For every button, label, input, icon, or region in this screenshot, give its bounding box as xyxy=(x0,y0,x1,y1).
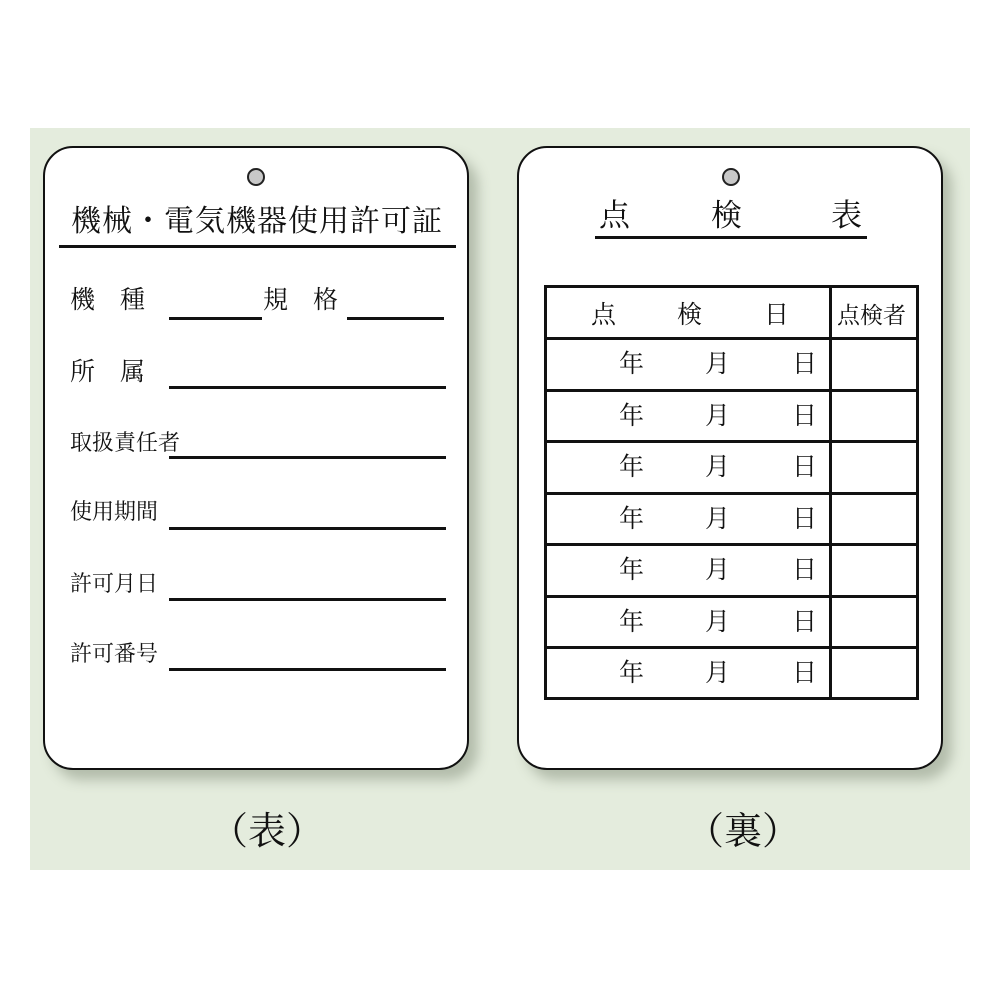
row-month-label: 月 xyxy=(705,658,731,687)
row-day-label: 日 xyxy=(792,658,818,687)
front-card xyxy=(43,146,469,770)
inspector-cell[interactable] xyxy=(832,649,916,698)
punch-hole-icon xyxy=(247,168,265,186)
inspector-cell[interactable] xyxy=(832,443,916,492)
permit-number-blank-line xyxy=(169,668,446,671)
manager-blank-line xyxy=(169,456,446,459)
affiliation-blank-line xyxy=(169,386,446,389)
permit-number-label: 許可番号 xyxy=(70,642,159,667)
back-card xyxy=(517,146,943,770)
permit-date-blank-line xyxy=(169,598,446,601)
row-month-label: 月 xyxy=(705,503,731,533)
permit-date-label: 許可月日 xyxy=(70,572,159,597)
row-month-label: 月 xyxy=(705,555,731,584)
row-month-label: 月 xyxy=(705,400,731,430)
row-year-label: 年 xyxy=(619,606,645,636)
row-month-label: 月 xyxy=(705,349,731,378)
period-label: 使用期間 xyxy=(70,500,159,525)
row-day-label: 日 xyxy=(792,400,818,430)
title-underline xyxy=(595,236,867,239)
back-title-char-1: 点 xyxy=(599,198,630,234)
row-year-label: 年 xyxy=(619,658,645,687)
affiliation-label: 所 属 xyxy=(70,357,146,386)
row-year-label: 年 xyxy=(619,503,645,533)
back-caption: （裏） xyxy=(686,809,801,853)
model-label: 機 種 xyxy=(70,285,146,314)
inspector-cell[interactable] xyxy=(832,598,916,647)
row-month-label: 月 xyxy=(705,606,731,636)
period-blank-line xyxy=(169,527,446,530)
inspector-cell[interactable] xyxy=(832,392,916,441)
title-underline xyxy=(59,245,456,248)
back-title-char-3: 表 xyxy=(831,198,862,234)
model-blank-line xyxy=(169,317,262,320)
inspector-cell[interactable] xyxy=(832,340,916,389)
spec-label: 規 格 xyxy=(263,285,339,314)
front-card-title: 機械・電気機器使用許可証 xyxy=(71,204,443,239)
header-date-char-2: 検 xyxy=(677,300,703,329)
inspector-cell[interactable] xyxy=(832,546,916,595)
row-day-label: 日 xyxy=(792,503,818,533)
back-title-char-2: 検 xyxy=(711,198,742,234)
row-year-label: 年 xyxy=(619,400,645,430)
row-year-label: 年 xyxy=(619,555,645,584)
row-day-label: 日 xyxy=(792,606,818,636)
inspector-cell[interactable] xyxy=(832,495,916,544)
header-inspector: 点検者 xyxy=(837,303,906,329)
row-year-label: 年 xyxy=(619,349,645,378)
row-year-label: 年 xyxy=(619,452,645,481)
spec-blank-line xyxy=(347,317,444,320)
punch-hole-icon xyxy=(722,168,740,186)
row-month-label: 月 xyxy=(705,452,731,481)
manager-label: 取扱責任者 xyxy=(70,431,181,456)
row-day-label: 日 xyxy=(792,349,818,378)
inspection-table xyxy=(544,285,919,700)
header-date-char-3: 日 xyxy=(764,300,790,329)
front-caption: （表） xyxy=(210,809,325,853)
row-day-label: 日 xyxy=(792,452,818,481)
row-day-label: 日 xyxy=(792,555,818,584)
header-date-char-1: 点 xyxy=(591,300,617,329)
